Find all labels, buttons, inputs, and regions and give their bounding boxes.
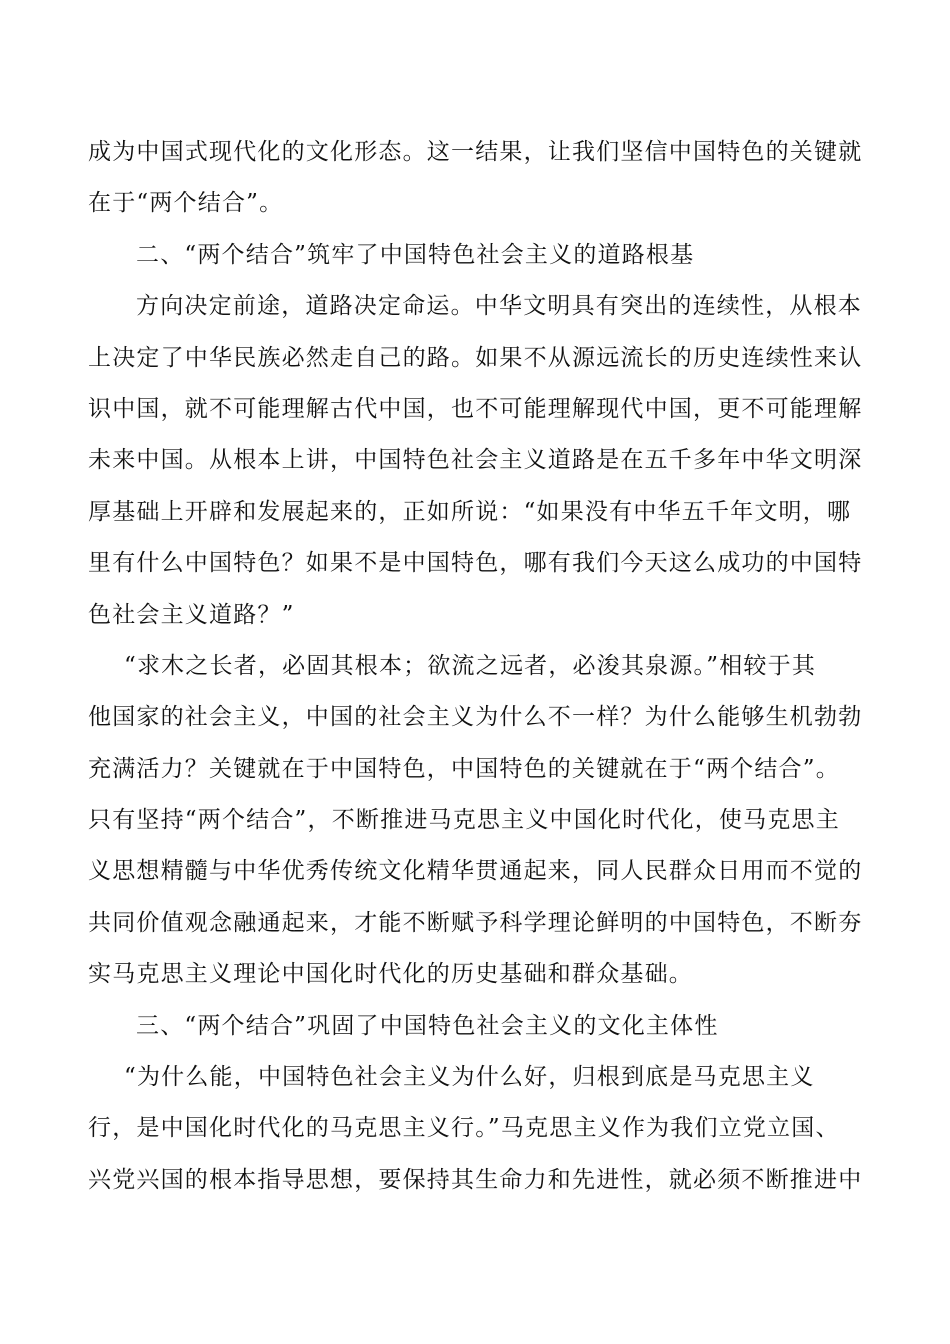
- paragraph-line: 成为中国式现代化的文化形态。这一结果，让我们坚信中国特色的关键就: [88, 139, 862, 165]
- paragraph-line: 在于“两个结合”。: [88, 190, 284, 217]
- paragraph-line: 识中国，就不可能理解古代中国，也不可能理解现代中国，更不可能理解: [88, 395, 862, 422]
- paragraph-line: 他国家的社会主义，中国的社会主义为什么不一样？为什么能够生机勃勃: [88, 704, 862, 731]
- paragraph-line: 行，是中国化时代化的马克思主义行。”马克思主义作为我们立党立国、: [88, 1115, 840, 1142]
- section-heading-2: 二、“两个结合”筑牢了中国特色社会主义的道路根基: [136, 241, 695, 268]
- paragraph-line: 实马克思主义理论中国化时代化的历史基础和群众基础。: [88, 961, 693, 988]
- paragraph-line: 兴党兴国的根本指导思想，要保持其生命力和先进性，就必须不断推进中: [88, 1166, 862, 1193]
- paragraph-line: 充满活力？关键就在于中国特色，中国特色的关键就在于“两个结合”。: [88, 755, 840, 782]
- paragraph-line: 色社会主义道路？”: [88, 601, 295, 628]
- paragraph-line: 未来中国。从根本上讲，中国特色社会主义道路是在五千多年中华文明深: [88, 447, 862, 474]
- paragraph-line: 义思想精髓与中华优秀传统文化精华贯通起来，同人民群众日用而不觉的: [88, 858, 862, 885]
- paragraph-line: 厚基础上开辟和发展起来的，正如所说：“如果没有中华五千年文明，哪: [88, 498, 852, 525]
- document-page: [88, 127, 862, 1206]
- paragraph-line: 只有坚持“两个结合”，不断推进马克思主义中国化时代化，使马克思主: [88, 807, 840, 834]
- paragraph-line: 方向决定前途，道路决定命运。中华文明具有突出的连续性，从根本: [136, 293, 862, 320]
- paragraph-line: 里有什么中国特色？如果不是中国特色，哪有我们今天这么成功的中国特: [88, 550, 862, 577]
- paragraph-line: “为什么能，中国特色社会主义为什么好，归根到底是马克思主义: [124, 1064, 815, 1091]
- paragraph-line: 上决定了中华民族必然走自己的路。如果不从源远流长的历史连续性来认: [88, 344, 862, 371]
- paragraph-line: “求木之长者，必固其根本；欲流之远者，必浚其泉源。”相较于其: [124, 652, 817, 679]
- paragraph-line: 共同价值观念融通起来，才能不断赋予科学理论鲜明的中国特色，不断夯: [88, 909, 862, 936]
- section-heading-3: 三、“两个结合”巩固了中国特色社会主义的文化主体性: [136, 1012, 719, 1039]
